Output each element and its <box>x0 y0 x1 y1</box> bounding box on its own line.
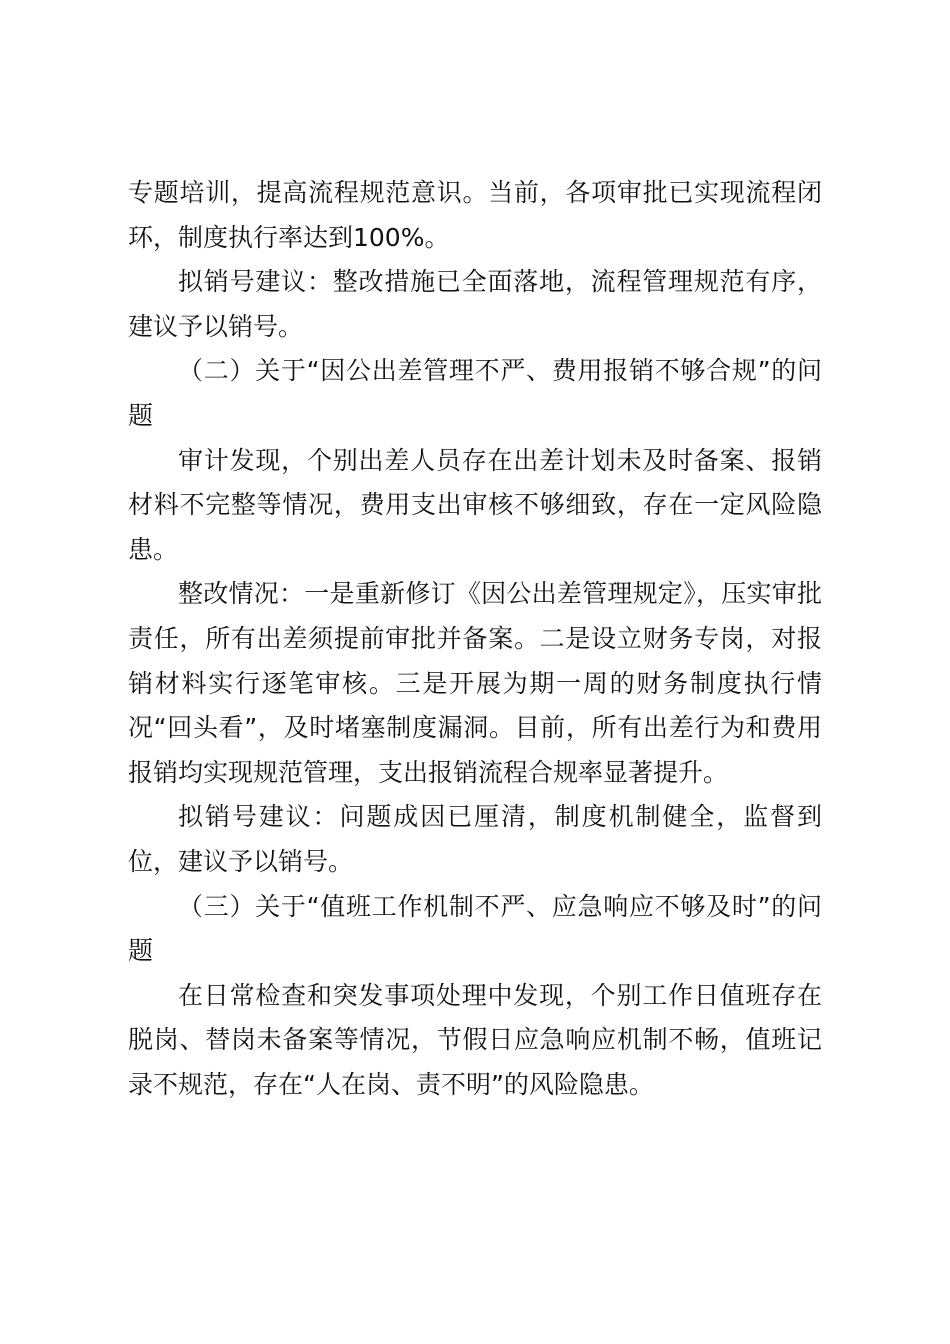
paragraph-finding-3: 在日常检查和突发事项处理中发现，个别工作日值班存在脱岗、替岗未备案等情况，节假日应急响应机制不畅，值班记录不规范，存在“人在岗、责不明”的风险隐患。 <box>128 980 822 1099</box>
paragraph-continuation: 专题培训，提高流程规范意识。当前，各项审批已实现流程闭环，制度执行率达到100%。 <box>128 178 822 252</box>
section-heading-3: （三）关于“值班工作机制不严、应急响应不够及时”的问题 <box>128 891 822 966</box>
paragraph-cancellation-suggestion-1: 拟销号建议：整改措施已全面落地，流程管理规范有序，建议予以销号。 <box>128 267 822 341</box>
section-heading-2: （二）关于“因公出差管理不严、费用报销不够合规”的问题 <box>128 356 822 430</box>
document-body <box>128 171 822 1107</box>
paragraph-rectification-2: 整改情况：一是重新修订《因公出差管理规定》，压实审批责任，所有出差须提前审批并备案。二是设立财务专岗，对报销材料实行逐笔审核。三是开展为期一周的财务制度执行情况“回头看”，及时堵塞制度漏洞。目前，所有出差行为和费用报销均实现规范管理，支出报销流程合规率显著提升。 <box>128 579 822 787</box>
paragraph-cancellation-suggestion-2: 拟销号建议：问题成因已厘清，制度机制健全，监督到位，建议予以销号。 <box>128 802 822 876</box>
paragraph-audit-finding-2: 审计发现，个别出差人员存在出差计划未及时备案、报销材料不完整等情况，费用支出审核不够细致，存在一定风险隐患。 <box>128 445 822 564</box>
